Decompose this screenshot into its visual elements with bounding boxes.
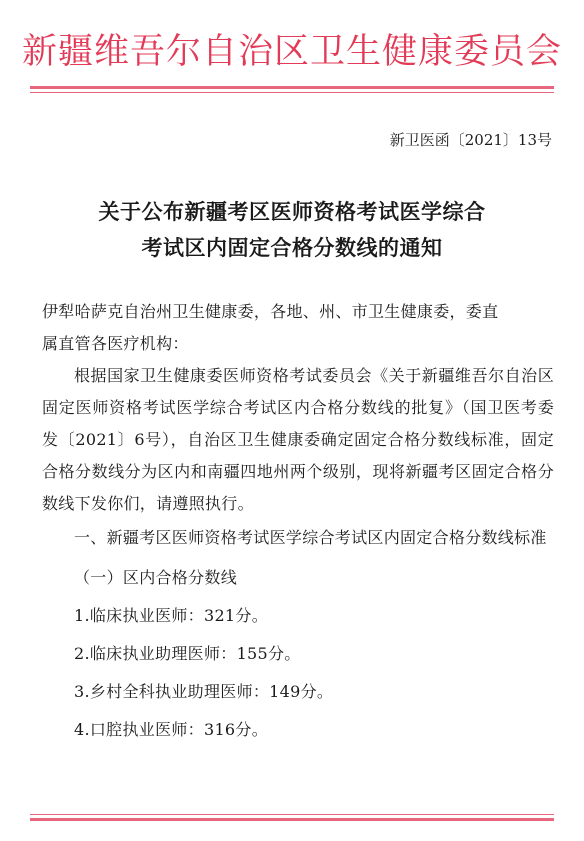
letterhead-rule-thick (30, 86, 554, 89)
document-title-line-2: 考试区内固定合格分数线的通知 (141, 235, 443, 260)
document-number: 新卫医函〔2021〕13号 (389, 131, 552, 149)
letterhead-rule-thin (30, 92, 554, 93)
document-title (40, 194, 544, 266)
body-paragraph: 根据国家卫生健康委医师资格考试委员会《关于新疆维吾尔自治区固定医师资格考试医学综合考试区内合格分数线的批复》（国卫医考委发〔2021〕6号），自治区卫生健康委确定固定合格分数线标准，固定合格分数线分为区内和南疆四地州两个级别，现将新疆考区固定合格分数线下发你们，请遵照执行。 (42, 366, 554, 513)
subsection-heading: （一）区内合格分数线 (74, 568, 238, 587)
score-item-2: 2.临床执业助理医师：155分。 (74, 644, 301, 663)
section-heading: 一、新疆考区医师资格考试医学综合考试区内固定合格分数线标准 (74, 528, 547, 547)
footer-rule-thick (30, 818, 554, 821)
letterhead-title: 新疆维吾尔自治区卫生健康委员会 (21, 32, 562, 72)
addressee-line-2: 属直管各医疗机构： (42, 334, 189, 353)
addressee-line-1: 伊犁哈萨克自治州卫生健康委，各地、州、市卫生健康委，委直 (42, 302, 499, 321)
score-item-1: 1.临床执业医师：321分。 (74, 606, 269, 625)
score-item-3: 3.乡村全科执业助理医师：149分。 (74, 682, 334, 701)
document-body (42, 296, 554, 746)
footer-rule-thin (30, 814, 554, 815)
score-item-4: 4.口腔执业医师：316分。 (74, 720, 269, 739)
document-title-line-1: 关于公布新疆考区医师资格考试医学综合 (98, 199, 486, 224)
